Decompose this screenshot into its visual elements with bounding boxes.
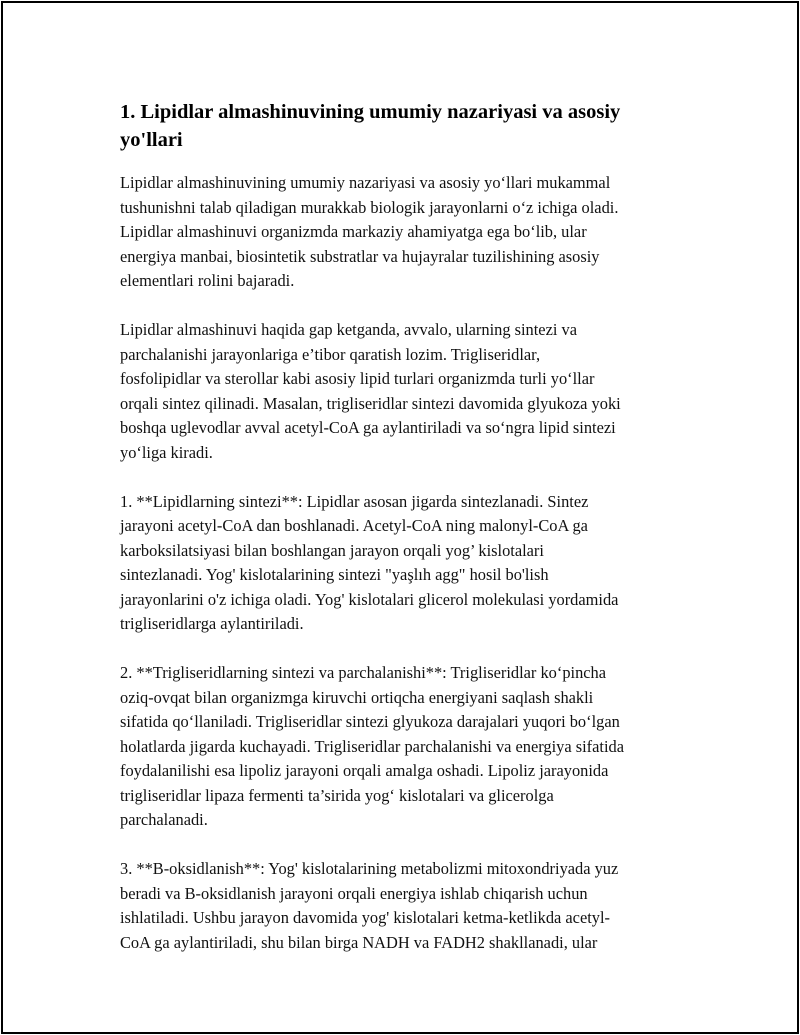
section-heading <box>120 98 700 154</box>
text-line: beradi va B-oksidlanish jarayoni orqali energiya ishlab chiqarish uchun <box>120 883 588 903</box>
text-line: 2. **Trigliseridlarning sintezi va parchalanishi**: Trigliseridlar ko‘pincha <box>120 663 607 682</box>
text-line: parchalanadi. <box>120 810 208 829</box>
heading-line: 1. Lipidlar almashinuvining umumiy nazariyasi va asosiy <box>120 101 621 123</box>
text-line: parchalanishi jarayonlariga e’tibor qaratish lozim. Trigliseridlar, <box>120 344 541 364</box>
paragraph-synthesis-overview <box>120 318 700 465</box>
text-line: trigliseridlar lipaza fermenti ta’sirida yog‘ kislotalari va glicerolga <box>120 785 554 805</box>
text-line: CoA ga aylantiriladi, shu bilan birga NADH va FADH2 shakllanadi, ular <box>120 932 598 952</box>
text-line: foydalanilishi esa lipoliz jarayoni orqali amalga oshadi. Lipoliz jarayonida <box>120 761 609 780</box>
text-line: tushunishni talab qiladigan murakkab biologik jarayonlarni o‘z ichiga oladi. <box>120 197 619 217</box>
heading-line: yo'llari <box>120 129 183 151</box>
paragraph-triglycerides <box>120 661 700 833</box>
text-line: jarayoni acetyl-CoA dan boshlanadi. Acetyl-CoA ning malonyl-CoA ga <box>120 516 588 535</box>
text-line: elementlari rolini bajaradi. <box>120 271 295 290</box>
paragraph-intro <box>120 171 700 294</box>
text-line: orqali sintez qilinadi. Masalan, trigliseridlar sintezi davomida glyukoza yoki <box>120 393 621 413</box>
text-line: sintezlanadi. Yog' kislotalarining sintezi "yaşlıh agg" hosil bo'lish <box>120 565 549 584</box>
text-line: 1. **Lipidlarning sintezi**: Lipidlar asosan jigarda sintezlanadi. Sintez <box>120 491 589 511</box>
paragraph-lipid-synthesis <box>120 490 700 637</box>
text-line: sifatida qo‘llaniladi. Trigliseridlar sintezi glyukoza darajalari yuqori bo‘lgan <box>120 712 620 731</box>
text-line: yo‘liga kiradi. <box>120 442 213 462</box>
text-line: boshqa uglevodlar avval acetyl-CoA ga aylantiriladi va so‘ngra lipid sintezi <box>120 418 616 437</box>
text-line: Lipidlar almashinuvining umumiy nazariyasi va asosiy yo‘llari mukammal <box>120 173 611 192</box>
text-line: jarayonlarini o'z ichiga oladi. Yog' kislotalari glicerol molekulasi yordamida <box>120 589 619 609</box>
text-line: fosfolipidlar va sterollar kabi asosiy lipid turlari organizmda turli yo‘llar <box>120 369 595 388</box>
text-line: trigliseridlarga aylantiriladi. <box>120 614 304 633</box>
document-content <box>120 98 700 980</box>
text-line: oziq-ovqat bilan organizmga kiruvchi ortiqcha energiyani saqlash shakli <box>120 687 594 707</box>
text-line: 3. **B-oksidlanish**: Yog' kislotalarining metabolizmi mitoxondriyada yuz <box>120 859 619 878</box>
paragraph-beta-oxidation <box>120 857 700 955</box>
text-line: ishlatiladi. Ushbu jarayon davomida yog' kislotalari ketma-ketlikda acetyl- <box>120 908 610 927</box>
text-line: Lipidlar almashinuvi haqida gap ketganda, avvalo, ularning sintezi va <box>120 320 577 339</box>
text-line: karboksilatsiyasi bilan boshlangan jarayon orqali yog’ kislotalari <box>120 540 544 560</box>
page-frame <box>1 1 799 1034</box>
text-line: holatlarda jigarda kuchayadi. Trigliseridlar parchalanishi va energiya sifatida <box>120 736 624 756</box>
text-line: Lipidlar almashinuvi organizmda markaziy ahamiyatga ega bo‘lib, ular <box>120 222 587 241</box>
text-line: energiya manbai, biosintetik substratlar va hujayralar tuzilishining asosiy <box>120 246 600 266</box>
